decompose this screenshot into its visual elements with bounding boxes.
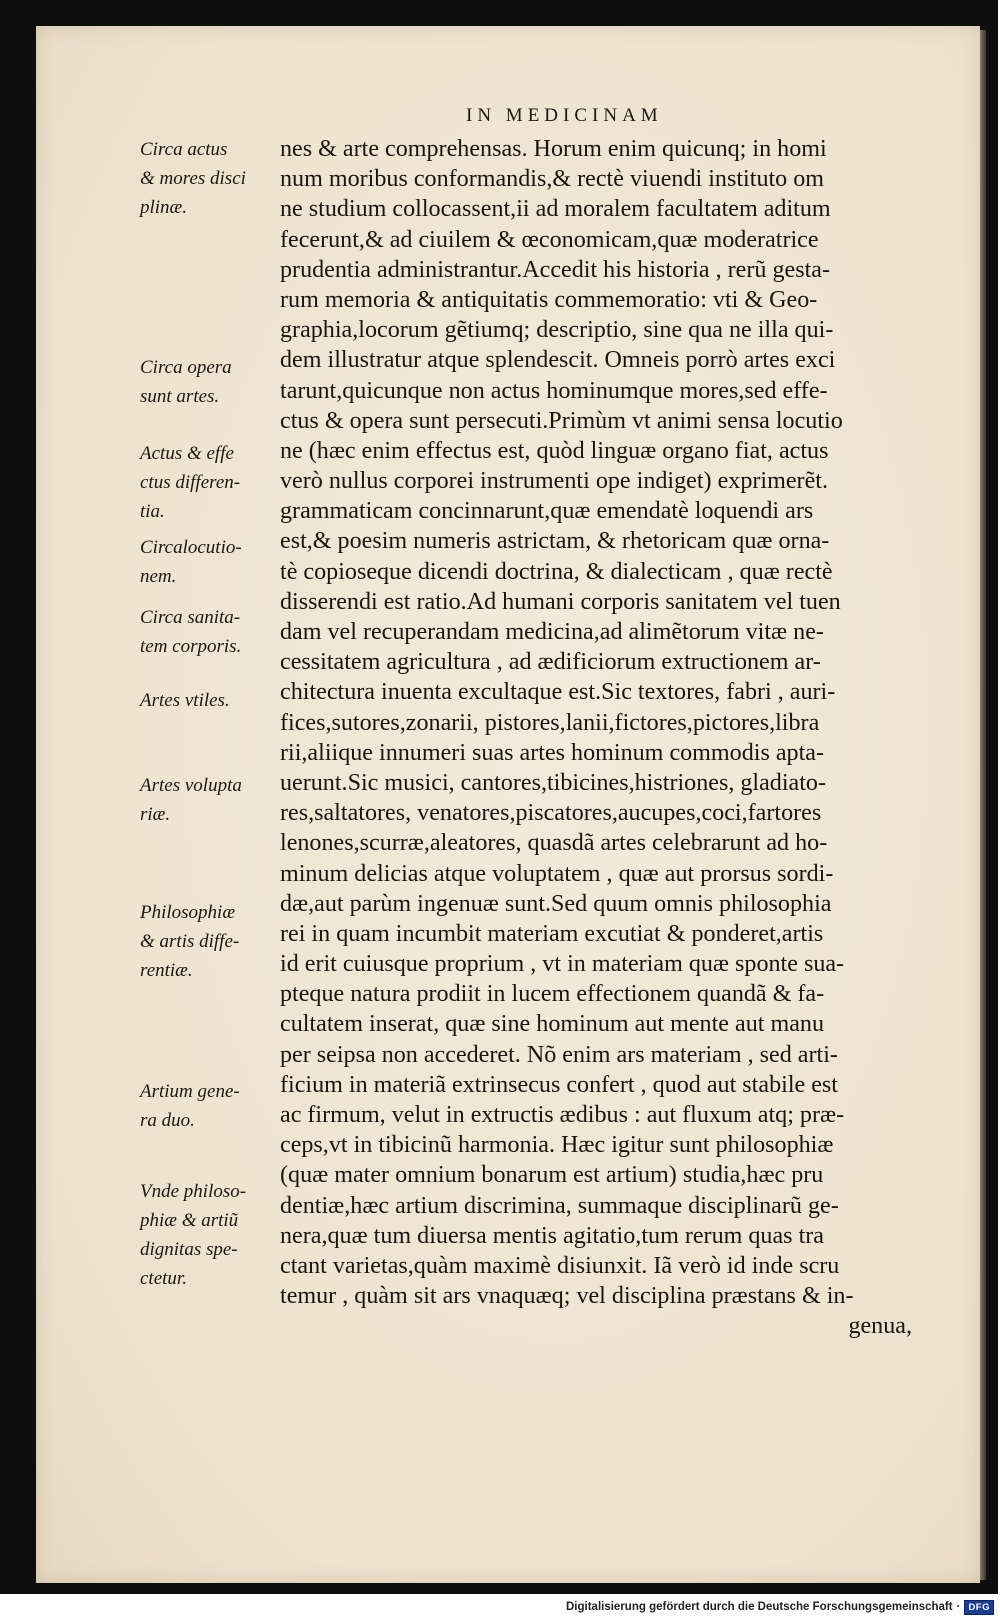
text-line: prudentia administrantur.Accedit his historia , rerũ gesta- [280, 256, 830, 283]
text-line: verò nullus corporei instrumenti ope indiget) exprimerẽt. [280, 468, 828, 495]
marginal-note-line: riæ. [140, 804, 171, 825]
text-line: rei in quam incumbit materiam excutiat & ponderet,artis [280, 920, 824, 947]
footer-credit: Digitalisierung gefördert durch die Deutsche Forschungsgemeinschaft [566, 1601, 953, 1613]
marginal-note [140, 1177, 280, 1293]
text-line: ac firmum, velut in extructis ædibus : aut fluxum atq; præ- [280, 1102, 845, 1128]
marginal-note-line: sunt artes. [140, 386, 220, 407]
marginal-note [140, 771, 280, 829]
text-line: chitectura inuenta excultaque est.Sic textores, fabri , auri- [280, 679, 836, 706]
marginal-note [140, 898, 280, 985]
marginal-note-line: rentiæ. [140, 960, 193, 981]
text-line: nera,quæ tum diuersa mentis agitatio,tum rerum quas tra [280, 1222, 824, 1249]
text-line: rum memoria & antiquitatis commemoratio: vti & Geo- [280, 286, 818, 313]
marginal-note-line: & mores disci [140, 168, 246, 189]
text-line: ctant varietas,quàm maximè disiunxit. Iã verò id inde scru [280, 1252, 840, 1279]
marginal-note-line: dignitas spe- [140, 1239, 238, 1260]
marginal-note-line: tia. [140, 501, 165, 522]
marginal-note-line: Circa sanita- [140, 607, 241, 628]
text-line: ficium in materiã extrinsecus confert , quod aut stabile est [280, 1071, 838, 1098]
text-line: rii,aliique innumeri suas artes hominum commodis apta- [280, 739, 825, 766]
text-line: lenones,scurræ,aleatores, quasdã artes celebrarunt ad ho- [280, 830, 828, 857]
text-line: est,& poesim numeris astrictam, & rhetoricam quæ orna- [280, 528, 830, 555]
digitization-footer [566, 1599, 994, 1615]
marginal-note-line: plinæ. [140, 197, 187, 218]
marginal-note-line: Artium gene- [140, 1081, 240, 1102]
text-line: nes & arte comprehensas. Horum enim quicunq; in homi [280, 136, 827, 162]
marginal-note-line: ctetur. [140, 1268, 187, 1289]
text-line: uerunt.Sic musici, cantores,tibicines,histriones, gladiato- [280, 769, 827, 796]
text-line: (quæ mater omnium bonarum est artium) studia,hæc pru [280, 1162, 824, 1189]
running-head: IN MEDICINAM [466, 105, 663, 126]
marginal-note [140, 533, 280, 591]
text-line: ctus & opera sunt persecuti.Primùm vt animi sensa locutio [280, 407, 843, 434]
marginal-note-line: Philosophiæ [140, 902, 236, 923]
text-line: graphia,locorum gẽtiumq; descriptio, sine qua ne illa qui- [280, 317, 834, 344]
text-line: dæ,aut parùm ingenuæ sunt.Sed quum omnis philosophia [280, 890, 832, 917]
marginal-note-line: & artis diffe- [140, 931, 240, 952]
marginal-note [140, 686, 280, 715]
text-line: pteque natura prodiit in lucem effectionem quandã & fa- [280, 981, 825, 1008]
marginal-note-line: ra duo. [140, 1110, 195, 1131]
text-line: id erit cuiusque proprium , vt in materiam quæ sponte sua- [280, 951, 845, 978]
text-line: dam vel recuperandam medicina,ad alimẽtorum vitæ ne- [280, 619, 824, 645]
text-line: ceps,vt in tibicinũ harmonia. Hæc igitur sunt philosophiæ [280, 1132, 834, 1159]
marginal-note-line: nem. [140, 566, 177, 587]
marginal-note-line: Actus & effe [140, 443, 234, 464]
text-line: dem illustratur atque splendescit. Omneis porrò artes exci [280, 347, 836, 374]
text-line: minum delicias atque voluptatem , quæ aut prorsus sordi- [280, 860, 834, 887]
text-line: num moribus conformandis,& rectè viuendi instituto om [280, 166, 825, 193]
marginal-note-line: Circa actus [140, 139, 228, 160]
marginal-note [140, 1077, 280, 1135]
marginal-note-line: phiæ & artiũ [140, 1210, 239, 1231]
text-line: ne (hæc enim effectus est, quòd linguæ organo fiat, actus [280, 437, 829, 464]
text-line: ne studium collocassent,ii ad moralem facultatem aditum [280, 196, 831, 223]
text-line: temur , quàm sit ars vnaquæq; vel disciplina præstans & in- [280, 1283, 854, 1310]
text-line: disserendi est ratio.Ad humani corporis sanitatem vel tuen [280, 588, 841, 615]
dfg-logo-icon: DFG [964, 1600, 994, 1615]
marginal-note [140, 603, 280, 661]
text-line: tè copioseque dicendi doctrina, & dialecticam , quæ rectè [280, 558, 833, 585]
marginal-note-line: Circalocutio- [140, 537, 242, 558]
text-line: res,saltatores, venatores,piscatores,aucupes,coci,fartores [280, 800, 822, 827]
marginal-note-line: Vnde philoso- [140, 1181, 247, 1202]
marginal-note-line: Artes vtiles. [140, 690, 230, 711]
main-text-block [280, 134, 912, 1342]
text-line: cessitatem agricultura , ad ædificiorum extructionem ar- [280, 649, 821, 676]
marginal-note-line: Circa opera [140, 357, 232, 378]
text-line: grammaticam concinnarunt,quæ emendatè loquendi ars [280, 498, 814, 525]
marginal-note [140, 439, 280, 526]
text-line: per seipsa non accederet. Nõ enim ars materiam , sed arti- [280, 1041, 838, 1068]
marginal-note [140, 135, 280, 222]
text-line: tarunt,quicunque non actus hominumque mores,sed effe- [280, 377, 828, 404]
catchword-line: genua, [848, 1313, 912, 1340]
marginal-note-line: Artes volupta [140, 775, 242, 796]
footer-separator: · [956, 1601, 961, 1613]
text-line: fecerunt,& ad ciuilem & œconomicam,quæ moderatrice [280, 226, 819, 253]
marginal-note-line: tem corporis. [140, 636, 242, 657]
text-line: dentiæ,hæc artium discrimina, summaque disciplinarũ ge- [280, 1192, 839, 1219]
text-line: fices,sutores,zonarii, pistores,lanii,fictores,pictores,libra [280, 709, 820, 736]
marginal-note-line: ctus differen- [140, 472, 241, 493]
marginal-note [140, 353, 280, 411]
text-line: cultatem inserat, quæ sine hominum aut mente aut manu [280, 1011, 824, 1038]
